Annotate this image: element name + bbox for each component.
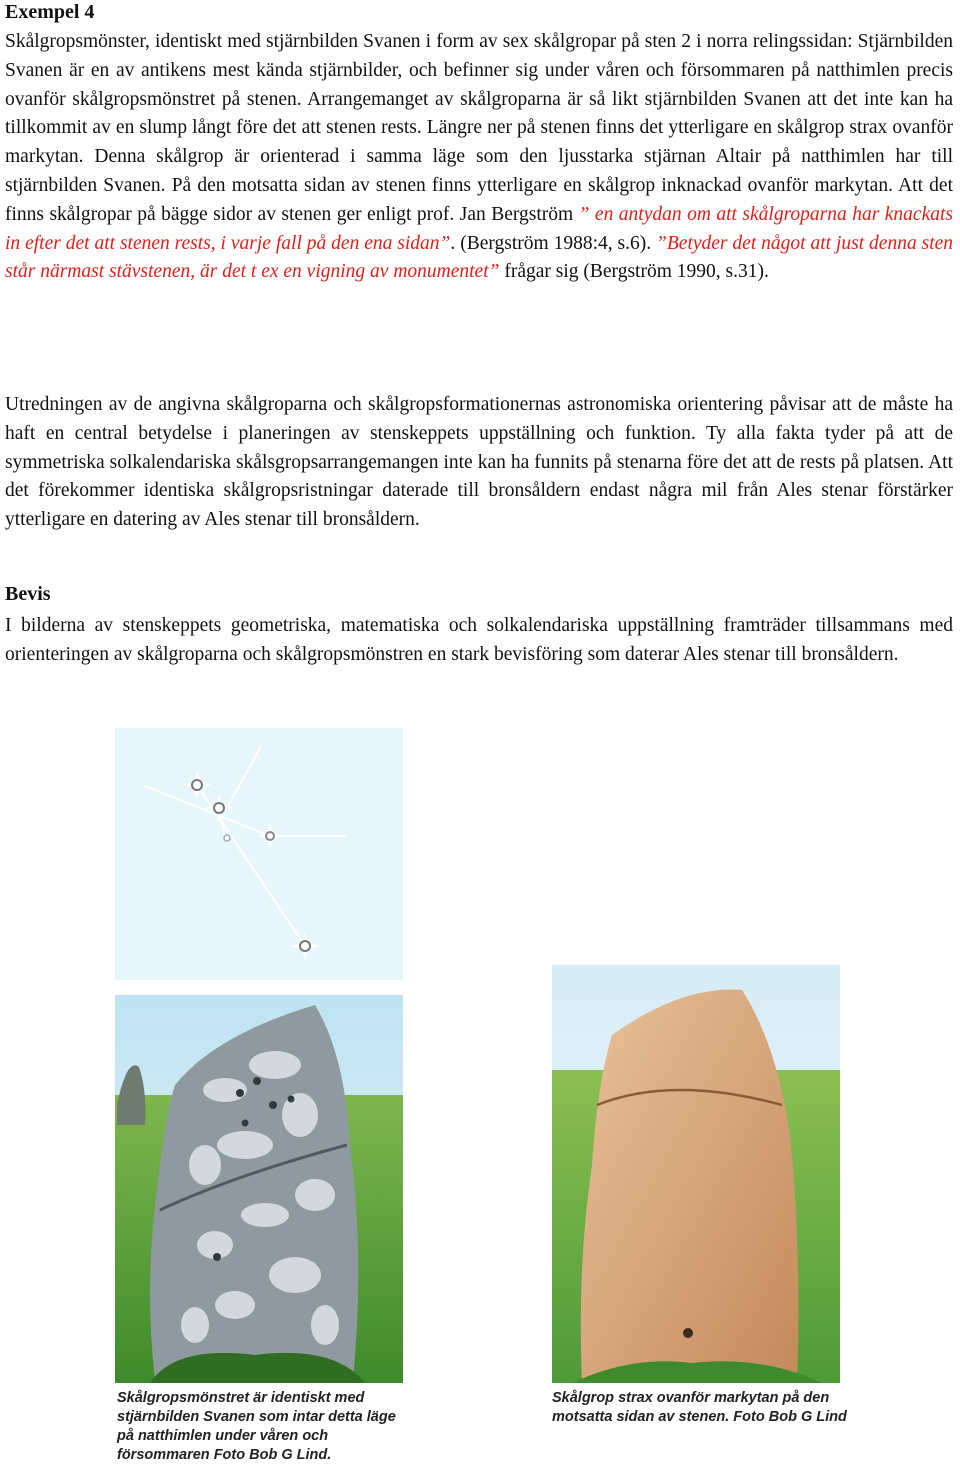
stone-photo-left (115, 995, 403, 1383)
sky-background (115, 728, 403, 980)
stone-body (581, 990, 799, 1383)
paragraph-svanen (5, 28, 953, 287)
paragraph-utredningen: Utredningen av de angivna skålgroparna och skålgropsformationernas astronomiska orientering påvisar att de måste ha haft en central betydelse i planeringen av stenskeppets uppställning och funktion. Ty alla fakta tyder på att de symmetriska solkalendariska skålsgropsarrangemangen inte kan ha funnits på stenarna före det att de rests på platsen. Att det förekommer identiska skålgropsristningar daterade till bronsåldern endast några mil från Ales stenar förstärker ytterligare en datering av Ales stenar till bronsåldern. (5, 394, 953, 531)
paragraph-svanen-text-c: frågar sig (Bergström 1990, s.31). (499, 261, 769, 283)
quote-bergstrom-1990: ”Betyder det något att just denna sten står närmast stävstenen, är det t ex en vigning av monumentet” (5, 232, 954, 283)
paragraph-svanen-text-a: Skålgropsmönster, identiskt med stjärnbilden Svanen i form av sex skålgropar på sten 2 i norra relingssidan: Stjärnbilden Svanen är en av antikens mest kända stjärnbilder, och befinner sig under våren och försommaren på natthimlen precis ovanför skålgropsmönstret på stenen. Arrangemanget av skålgroparna är så likt stjärnbilden Svanen att det inte kan ha tillkommit av en slump långt före det att stenen rests. Längre ner på stenen finns det ytterligare en skålgrop strax ovanför markytan. Denna skålgrop är orienterad i samma läge som den ljusstarka stjärnan Altair på natthimlen har till stjärnbilden Svanen. På den motsatta sidan av stenen finns ytterligare en skålgrop inknackad ovanför markytan. Att det finns skålgropar på bägge sidor av stenen ger enligt prof. Jan Bergström (5, 31, 953, 225)
heading-bevis: Bevis (5, 583, 51, 605)
star-delta-cygni (224, 835, 230, 841)
cup-mark (683, 1328, 693, 1338)
caption-left-photo: Skålgropsmönstret är identiskt med stjärnbilden Svanen som intar detta läge på natthimlen under våren och försommaren Foto Bob G Lind. (117, 1390, 396, 1463)
cygnus-sky-illustration (115, 728, 403, 980)
heading-exempel-4: Exempel 4 (5, 1, 95, 23)
paragraph-svanen-text-b: . (Bergström 1988:4, s.6). (450, 232, 657, 254)
quote-bergstrom-1988: ” en antydan om att skålgroparna har knackats in efter det att stenen rests, i varje fall på den ena sidan” (5, 203, 953, 254)
stone-photo-right (552, 965, 840, 1383)
paragraph-bevis: I bilderna av stenskeppets geometriska, matematiska och solkalendariska uppställning framträder tillsammans med orienteringen av skålgroparna och skålgropsmönstren en stark bevisföring som daterar Ales stenar till bronsåldern. (5, 615, 953, 665)
caption-right-photo: Skålgrop strax ovanför markytan på den motsatta sidan av stenen. Foto Bob G Lind (552, 1390, 847, 1425)
